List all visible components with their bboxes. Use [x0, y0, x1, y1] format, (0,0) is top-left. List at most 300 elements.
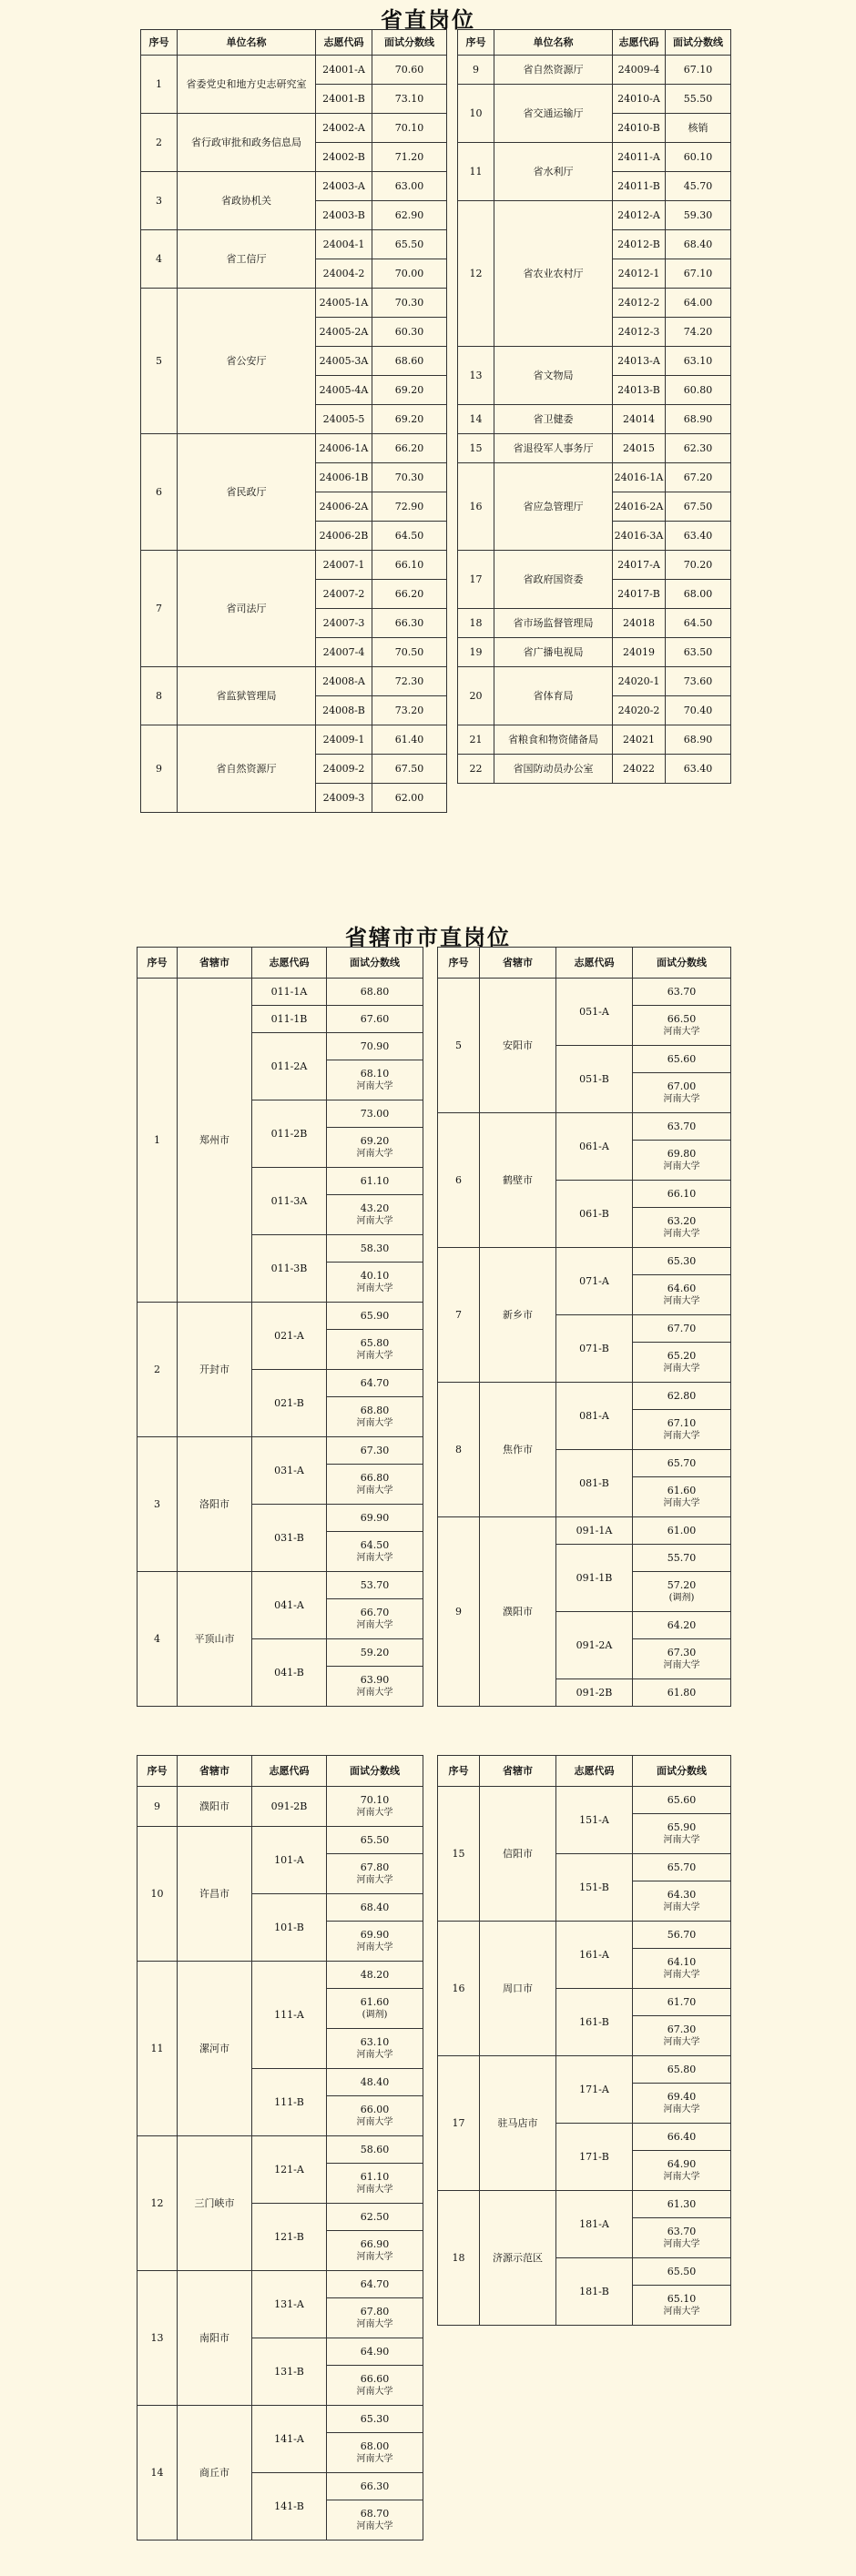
interview-score: 65.80 [667, 2063, 697, 2075]
unit-name: 省卫健委 [494, 405, 613, 434]
interview-score-cell [327, 1128, 423, 1168]
row-number: 19 [458, 638, 494, 667]
score-note: 河南大学 [663, 1902, 700, 1912]
city-table-left-1 [137, 947, 423, 1707]
table-row [438, 2056, 731, 2084]
interview-score-cell [633, 1612, 731, 1639]
position-code: 24010-A [613, 85, 666, 114]
interview-score: 58.30 [360, 1242, 390, 1254]
interview-score: 62.50 [360, 2210, 390, 2223]
score-note: 河南大学 [356, 1283, 393, 1293]
city-table-right-2 [437, 1755, 731, 2326]
unit-name: 省水利厅 [494, 143, 613, 201]
row-number: 9 [138, 1787, 178, 1827]
interview-score: 67.60 [360, 1012, 390, 1025]
table-row [141, 434, 447, 463]
position-code: 24002-B [316, 143, 372, 172]
interview-score: 66.30 [372, 609, 447, 638]
city-name: 许昌市 [178, 1827, 252, 1962]
interview-score-cell [327, 1572, 423, 1599]
interview-score-cell [633, 1787, 731, 1814]
interview-score: 40.10 [360, 1269, 390, 1282]
table-row [458, 143, 731, 172]
interview-score-cell [327, 2271, 423, 2298]
table-row [458, 85, 731, 114]
table-row [438, 1787, 731, 1814]
interview-score: 59.30 [666, 201, 731, 230]
position-code: 24017-A [613, 551, 666, 580]
interview-score: 65.90 [667, 1820, 697, 1833]
position-code: 121-B [252, 2204, 327, 2271]
interview-score: 62.00 [372, 784, 447, 813]
city-name: 漯河市 [178, 1962, 252, 2136]
header-city: 省辖市 [480, 1756, 556, 1787]
interview-score-cell [633, 2124, 731, 2151]
row-number: 11 [458, 143, 494, 201]
interview-score-cell [327, 1195, 423, 1235]
city-name: 濮阳市 [178, 1787, 252, 1827]
position-code: 24012-3 [613, 318, 666, 347]
header-no: 序号 [458, 30, 494, 56]
score-note: 河南大学 [663, 1497, 700, 1508]
row-number: 5 [438, 979, 480, 1113]
unit-name: 省民政厅 [178, 434, 316, 551]
position-code: 24009-3 [316, 784, 372, 813]
interview-score: 63.90 [360, 1673, 390, 1686]
score-note: 河南大学 [356, 1148, 393, 1159]
unit-name: 省行政审批和政务信息局 [178, 114, 316, 172]
position-code: 24005-4A [316, 376, 372, 405]
position-code: 101-A [252, 1827, 327, 1894]
unit-name: 省政协机关 [178, 172, 316, 230]
interview-score-cell [327, 1505, 423, 1532]
header-code: 志愿代码 [316, 30, 372, 56]
row-number: 9 [141, 725, 178, 813]
position-code: 151-B [556, 1854, 633, 1922]
unit-name: 省农业农村厅 [494, 201, 613, 347]
unit-name: 省市场监督管理局 [494, 609, 613, 638]
interview-score: 70.10 [360, 1793, 390, 1806]
unit-name: 省委党史和地方史志研究室 [178, 56, 316, 114]
interview-score-cell [327, 1962, 423, 1989]
row-number: 9 [458, 56, 494, 85]
city-name: 新乡市 [480, 1248, 556, 1383]
interview-score: 67.00 [667, 1080, 697, 1092]
interview-score-cell [633, 1477, 731, 1517]
header-no: 序号 [138, 948, 178, 979]
table-row [458, 347, 731, 376]
interview-score-cell [633, 2286, 731, 2326]
interview-score: 62.90 [372, 201, 447, 230]
position-code: 24019 [613, 638, 666, 667]
city-table-left-2 [137, 1755, 423, 2541]
position-code: 081-A [556, 1383, 633, 1450]
interview-score-cell [633, 2056, 731, 2084]
position-code: 24012-B [613, 230, 666, 259]
interview-score-cell [327, 2204, 423, 2231]
city-name: 南阳市 [178, 2271, 252, 2406]
interview-score: 68.00 [360, 2439, 390, 2452]
interview-score-cell [327, 1370, 423, 1397]
interview-score: 68.40 [360, 1901, 390, 1913]
interview-score: 73.20 [372, 696, 447, 725]
row-number: 4 [138, 1572, 178, 1707]
interview-score-cell [633, 1450, 731, 1477]
unit-name: 省政府国资委 [494, 551, 613, 609]
row-number: 2 [141, 114, 178, 172]
interview-score: 67.30 [667, 1646, 697, 1658]
position-code: 24006-2B [316, 522, 372, 551]
interview-score-cell [327, 1235, 423, 1263]
interview-score: 65.90 [360, 1309, 390, 1322]
interview-score: 69.40 [667, 2090, 697, 2103]
interview-score: 68.70 [360, 2507, 390, 2520]
row-number: 20 [458, 667, 494, 725]
position-code: 051-B [556, 1046, 633, 1113]
score-note: 河南大学 [663, 1093, 700, 1104]
score-note: 河南大学 [356, 1350, 393, 1361]
position-code: 24004-2 [316, 259, 372, 289]
position-code: 161-A [556, 1922, 633, 1989]
city-table-right-1 [437, 947, 731, 1707]
position-code: 101-B [252, 1894, 327, 1962]
score-note: 河南大学 [356, 1215, 393, 1226]
interview-score-cell [327, 1303, 423, 1330]
interview-score-cell [633, 1181, 731, 1208]
table-row [138, 1827, 423, 1854]
position-code: 24013-B [613, 376, 666, 405]
position-code: 011-3A [252, 1168, 327, 1235]
interview-score: 64.10 [667, 1955, 697, 1968]
interview-score: 64.50 [372, 522, 447, 551]
city-name: 濮阳市 [480, 1517, 556, 1707]
score-note: 河南大学 [356, 2184, 393, 2195]
interview-score: 61.60 [667, 1484, 697, 1496]
table-row [458, 638, 731, 667]
row-number: 17 [438, 2056, 480, 2191]
interview-score-cell [327, 1330, 423, 1370]
score-note: 河南大学 [663, 2036, 700, 2047]
score-note: 河南大学 [663, 2238, 700, 2249]
city-name: 焦作市 [480, 1383, 556, 1517]
interview-score-cell [327, 2406, 423, 2433]
interview-score-cell [327, 2029, 423, 2069]
position-code: 111-A [252, 1962, 327, 2069]
interview-score: 65.70 [667, 1456, 697, 1469]
city-name: 三门峡市 [178, 2136, 252, 2271]
header-score: 面试分数线 [633, 948, 731, 979]
interview-score: 65.60 [667, 1052, 697, 1065]
unit-name: 省体育局 [494, 667, 613, 725]
position-code: 161-B [556, 1989, 633, 2056]
position-code: 24011-A [613, 143, 666, 172]
interview-score: 63.50 [666, 638, 731, 667]
header-city: 省辖市 [480, 948, 556, 979]
row-number: 14 [458, 405, 494, 434]
position-code: 121-A [252, 2136, 327, 2204]
interview-score: 核销 [666, 114, 731, 143]
interview-score: 61.40 [372, 725, 447, 755]
interview-score-cell [633, 1383, 731, 1410]
interview-score: 65.50 [372, 230, 447, 259]
row-number: 3 [141, 172, 178, 230]
row-number: 12 [458, 201, 494, 347]
interview-score: 70.40 [666, 696, 731, 725]
interview-score: 64.20 [667, 1618, 697, 1631]
interview-score-cell [633, 1208, 731, 1248]
score-note: 河南大学 [356, 1807, 393, 1818]
header-score: 面试分数线 [666, 30, 731, 56]
interview-score-cell [327, 1854, 423, 1894]
position-code: 041-B [252, 1639, 327, 1707]
interview-score-cell [633, 1679, 731, 1707]
score-note: 河南大学 [356, 1552, 393, 1563]
interview-score: 68.00 [666, 580, 731, 609]
interview-score-cell [327, 1667, 423, 1707]
row-number: 8 [141, 667, 178, 725]
interview-score: 67.30 [667, 2023, 697, 2035]
position-code: 041-A [252, 1572, 327, 1639]
interview-score-cell [327, 1922, 423, 1962]
row-number: 6 [141, 434, 178, 551]
unit-name: 省司法厅 [178, 551, 316, 667]
city-name: 商丘市 [178, 2406, 252, 2541]
interview-score-cell [327, 1787, 423, 1827]
interview-score: 67.50 [372, 755, 447, 784]
position-code: 011-2A [252, 1033, 327, 1100]
position-code: 24009-1 [316, 725, 372, 755]
city-name: 洛阳市 [178, 1437, 252, 1572]
table-row [458, 725, 731, 755]
header-no: 序号 [138, 1756, 178, 1787]
header-unit: 单位名称 [494, 30, 613, 56]
city-name: 开封市 [178, 1303, 252, 1437]
interview-score-cell [633, 1814, 731, 1854]
interview-score: 67.30 [360, 1444, 390, 1456]
position-code: 091-2B [252, 1787, 327, 1827]
interview-score: 63.10 [666, 347, 731, 376]
interview-score: 58.60 [360, 2143, 390, 2155]
interview-score-cell [327, 1060, 423, 1100]
position-code: 071-A [556, 1248, 633, 1315]
interview-score: 55.70 [667, 1551, 697, 1564]
position-code: 011-1A [252, 979, 327, 1006]
score-note: 河南大学 [663, 1026, 700, 1037]
position-code: 24016-3A [613, 522, 666, 551]
score-note: 河南大学 [356, 1942, 393, 1952]
position-code: 24007-2 [316, 580, 372, 609]
position-code: 24011-B [613, 172, 666, 201]
score-note: 河南大学 [663, 1363, 700, 1374]
interview-score: 68.40 [666, 230, 731, 259]
unit-name: 省交通运输厅 [494, 85, 613, 143]
position-code: 011-1B [252, 1006, 327, 1033]
table-row [458, 405, 731, 434]
interview-score: 66.70 [360, 1606, 390, 1618]
unit-name: 省自然资源厅 [178, 725, 316, 813]
interview-score: 66.50 [667, 1012, 697, 1025]
table-row [138, 2136, 423, 2164]
interview-score-cell [633, 2084, 731, 2124]
interview-score: 68.10 [360, 1067, 390, 1080]
table-row [458, 551, 731, 580]
interview-score-cell [633, 2218, 731, 2258]
interview-score-cell [327, 2069, 423, 2096]
interview-score-cell [633, 1006, 731, 1046]
table-row [141, 667, 447, 696]
interview-score: 65.30 [360, 2412, 390, 2425]
interview-score: 69.20 [372, 376, 447, 405]
city-name: 周口市 [480, 1922, 556, 2056]
position-code: 091-1B [556, 1545, 633, 1612]
provincial-table-right [457, 29, 731, 784]
interview-score-cell [327, 2473, 423, 2500]
score-note: 河南大学 [356, 2116, 393, 2127]
interview-score: 65.10 [667, 2292, 697, 2305]
row-number: 9 [438, 1517, 480, 1707]
city-name: 信阳市 [480, 1787, 556, 1922]
interview-score: 71.20 [372, 143, 447, 172]
interview-score-cell [633, 1639, 731, 1679]
interview-score-cell [633, 1248, 731, 1275]
row-number: 17 [458, 551, 494, 609]
city-name: 平顶山市 [178, 1572, 252, 1707]
interview-score-cell [327, 2433, 423, 2473]
header-city: 省辖市 [178, 948, 252, 979]
interview-score: 70.60 [372, 56, 447, 85]
interview-score: 69.80 [667, 1147, 697, 1160]
position-code: 24004-1 [316, 230, 372, 259]
interview-score-cell [327, 1894, 423, 1922]
interview-score-cell [327, 1465, 423, 1505]
interview-score-cell [633, 1275, 731, 1315]
row-number: 2 [138, 1303, 178, 1437]
table-row [438, 1922, 731, 1949]
row-number: 1 [138, 979, 178, 1303]
position-code: 24016-2A [613, 492, 666, 522]
interview-score-cell [633, 2151, 731, 2191]
row-number: 1 [141, 56, 178, 114]
position-code: 031-A [252, 1437, 327, 1505]
position-code: 131-B [252, 2338, 327, 2406]
interview-score: 69.20 [360, 1134, 390, 1147]
interview-score: 57.20 [667, 1578, 697, 1591]
interview-score-cell [327, 1168, 423, 1195]
interview-score-cell [327, 1989, 423, 2029]
interview-score: 64.70 [360, 2277, 390, 2290]
score-note: 河南大学 [356, 2049, 393, 2060]
table-row [138, 2271, 423, 2298]
interview-score: 73.60 [666, 667, 731, 696]
interview-score-cell [633, 1572, 731, 1612]
table-row [438, 1517, 731, 1545]
interview-score: 68.60 [372, 347, 447, 376]
position-code: 051-A [556, 979, 633, 1046]
interview-score: 70.30 [372, 289, 447, 318]
interview-score-cell [633, 1410, 731, 1450]
city-name: 安阳市 [480, 979, 556, 1113]
score-note: 河南大学 [663, 2171, 700, 2182]
table-row [138, 1437, 423, 1465]
table-row [438, 979, 731, 1006]
header-score: 面试分数线 [372, 30, 447, 56]
position-code: 021-B [252, 1370, 327, 1437]
row-number: 18 [438, 2191, 480, 2326]
interview-score: 63.20 [667, 1214, 697, 1227]
header-no: 序号 [438, 948, 480, 979]
interview-score: 45.70 [666, 172, 731, 201]
position-code: 24009-2 [316, 755, 372, 784]
city-name: 郑州市 [178, 979, 252, 1303]
interview-score: 63.00 [372, 172, 447, 201]
score-note: 河南大学 [356, 1080, 393, 1091]
interview-score-cell [327, 2096, 423, 2136]
table-row [438, 2191, 731, 2218]
interview-score: 64.60 [667, 1282, 697, 1294]
interview-score: 63.70 [667, 1120, 697, 1132]
position-code: 011-3B [252, 1235, 327, 1303]
interview-score-cell [633, 1854, 731, 1881]
interview-score-cell [327, 1827, 423, 1854]
position-code: 031-B [252, 1505, 327, 1572]
interview-score: 61.30 [667, 2197, 697, 2210]
interview-score: 70.50 [372, 638, 447, 667]
interview-score-cell [633, 2191, 731, 2218]
position-code: 24016-1A [613, 463, 666, 492]
row-number: 10 [458, 85, 494, 143]
position-code: 061-B [556, 1181, 633, 1248]
interview-score-cell [327, 2366, 423, 2406]
unit-name: 省工信厅 [178, 230, 316, 289]
interview-score: 66.60 [360, 2372, 390, 2385]
interview-score: 65.50 [360, 1833, 390, 1846]
interview-score-cell [327, 2164, 423, 2204]
interview-score: 70.00 [372, 259, 447, 289]
interview-score: 66.40 [667, 2130, 697, 2143]
table-row [458, 463, 731, 492]
score-note: (调剂) [668, 1592, 695, 1603]
interview-score: 67.10 [667, 1416, 697, 1429]
position-code: 141-A [252, 2406, 327, 2473]
position-code: 081-B [556, 1450, 633, 1517]
row-number: 15 [458, 434, 494, 463]
position-code: 24017-B [613, 580, 666, 609]
interview-score-cell [633, 1113, 731, 1141]
interview-score-cell [633, 1141, 731, 1181]
position-code: 181-A [556, 2191, 633, 2258]
interview-score: 64.50 [360, 1538, 390, 1551]
header-city: 省辖市 [178, 1756, 252, 1787]
interview-score: 69.90 [360, 1511, 390, 1524]
interview-score: 60.30 [372, 318, 447, 347]
table-row [458, 667, 731, 696]
row-number: 7 [141, 551, 178, 667]
position-code: 24001-A [316, 56, 372, 85]
row-number: 3 [138, 1437, 178, 1572]
position-code: 24007-4 [316, 638, 372, 667]
provincial-table-left [140, 29, 447, 813]
header-code: 志愿代码 [252, 1756, 327, 1787]
score-note: 河南大学 [356, 1874, 393, 1885]
interview-score: 74.20 [666, 318, 731, 347]
table-row [138, 1303, 423, 1330]
position-code: 131-A [252, 2271, 327, 2338]
interview-score: 43.20 [360, 1202, 390, 1214]
table-row [138, 2406, 423, 2433]
position-code: 091-2A [556, 1612, 633, 1679]
interview-score-cell [327, 1033, 423, 1060]
city-name: 驻马店市 [480, 2056, 556, 2191]
